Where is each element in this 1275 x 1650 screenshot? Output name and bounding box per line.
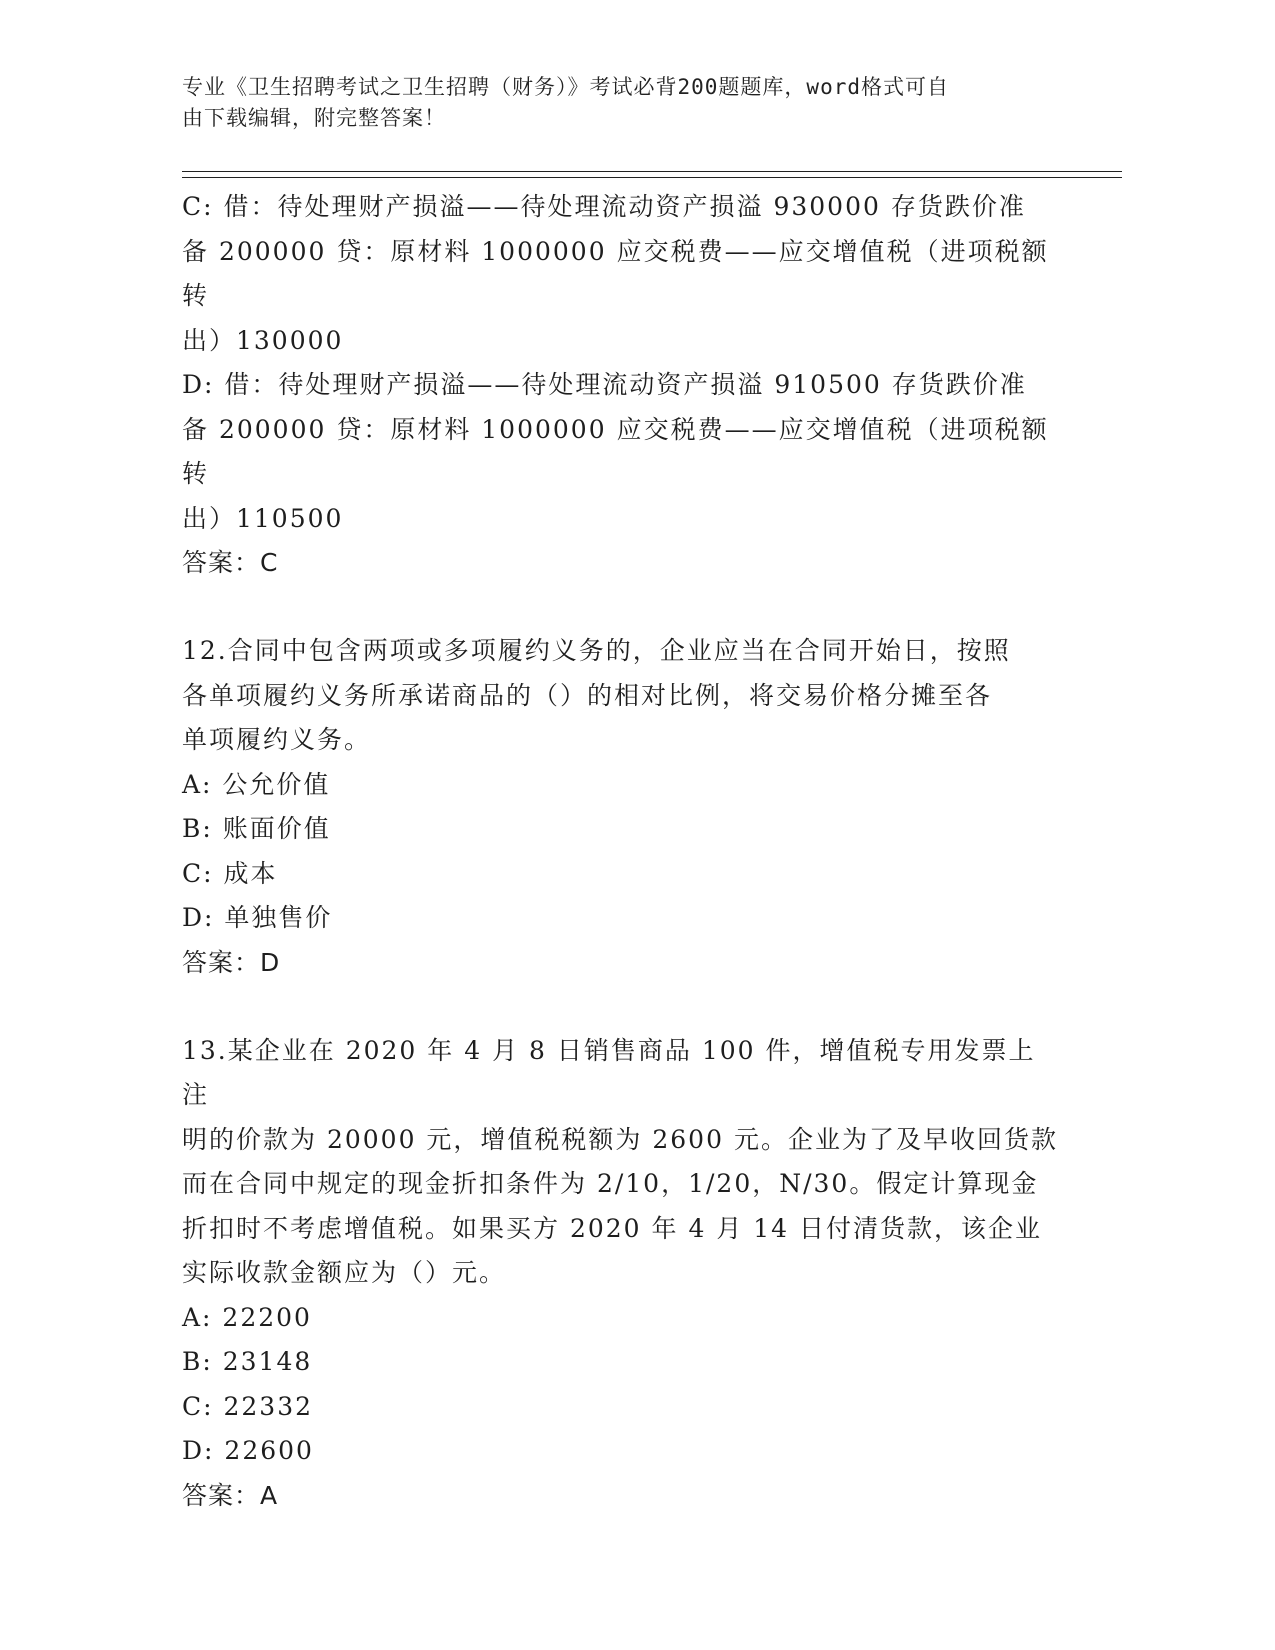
option-c-line: 出）130000 xyxy=(182,325,344,355)
question-stem-line: 13.某企业在 2020 年 4 月 8 日销售商品 100 件，增值税专用发票上注 xyxy=(182,1035,1036,1109)
option-d-line: 备 200000 贷：原材料 1000000 应交税费——应交增值税（进项税额转 xyxy=(182,414,1049,488)
document-body xyxy=(182,185,1062,1518)
option-b: B: 账面价值 xyxy=(182,814,331,843)
answer-label: 答案：C xyxy=(182,548,279,577)
question-11-continued xyxy=(182,185,1062,585)
option-c: C: 22332 xyxy=(182,1391,314,1421)
question-stem-line: 实际收款金额应为（）元。 xyxy=(182,1258,507,1287)
option-d: D: 单独售价 xyxy=(182,903,333,932)
option-b: B: 23148 xyxy=(182,1347,313,1376)
header-rule-bottom xyxy=(182,177,1122,178)
question-stem-line: 各单项履约义务所承诺商品的（）的相对比例，将交易价格分摊至各 xyxy=(182,680,993,710)
option-c: C: 成本 xyxy=(182,858,278,888)
option-a: A: 公允价值 xyxy=(182,769,331,799)
option-d-line: 出）110500 xyxy=(182,503,344,533)
document-header xyxy=(182,72,1042,134)
question-12 xyxy=(182,629,1062,985)
option-a: A: 22200 xyxy=(182,1302,312,1332)
question-stem-line: 折扣时不考虑增值税。如果买方 2020 年 4 月 14 日付清货款，该企业 xyxy=(182,1213,1043,1243)
question-stem-line: 而在合同中规定的现金折扣条件为 2/10，1/20，N/30。假定计算现金 xyxy=(182,1169,1039,1198)
answer-label: 答案：A xyxy=(182,1480,279,1510)
option-d: D: 22600 xyxy=(182,1436,314,1465)
option-c-line: 备 200000 贷：原材料 1000000 应交税费——应交增值税（进项税额转 xyxy=(182,236,1049,310)
question-stem-line: 明的价款为 20000 元，增值税税额为 2600 元。企业为了及早收回货款 xyxy=(182,1124,1058,1154)
question-13 xyxy=(182,1029,1062,1518)
header-title-line-2: 由下载编辑，附完整答案！ xyxy=(182,106,446,130)
question-spacer xyxy=(182,585,1062,629)
header-rule-top xyxy=(182,171,1122,172)
option-d-line: D: 借：待处理财产损溢——待处理流动资产损溢 910500 存货跌价准 xyxy=(182,370,1027,399)
option-c-line: C: 借：待处理财产损溢——待处理流动资产损溢 930000 存货跌价准 xyxy=(182,192,1026,221)
question-stem-line: 单项履约义务。 xyxy=(182,725,372,754)
question-spacer xyxy=(182,985,1062,1029)
answer-label: 答案：D xyxy=(182,947,281,977)
header-title-line-1: 专业《卫生招聘考试之卫生招聘（财务）》考试必背200题题库，word格式可自 xyxy=(182,75,949,99)
question-stem-line: 12.合同中包含两项或多项履约义务的，企业应当在合同开始日，按照 xyxy=(182,636,1011,665)
